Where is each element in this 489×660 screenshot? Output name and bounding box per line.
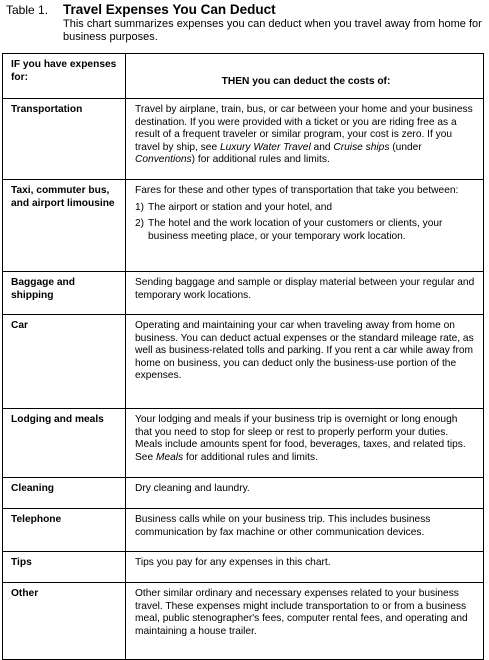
row-description <box>126 180 484 272</box>
row-label: Lodging and meals <box>3 409 126 478</box>
desc-text: Your lodging and meals if your business trip is overnight or long enough that you need to stop for sleep or rest to properly perform your duties. Meals include amounts spent for food, beverages, taxes, and related tips. See <box>135 414 466 463</box>
table-row-other <box>3 583 484 660</box>
header-expense-type: IF you have expenses for: <box>3 54 126 99</box>
row-description: Business calls while on your business trip. This includes business communication by fax machine or other communication devices. <box>126 509 484 552</box>
desc-intro: Fares for these and other types of transportation that take you between: <box>135 185 459 196</box>
header-deductible-costs-text: THEN you can deduct the costs of: <box>221 75 391 87</box>
desc-text: and <box>310 141 334 153</box>
row-description: Operating and maintaining your car when traveling away from home on business. You can deduct actual expenses or the standard mileage rate, as well as business-related tolls and parking. If you rent a car while away from home on business, you can deduct only the business-use portion of the expenses. <box>126 315 484 409</box>
numbered-item <box>135 218 477 243</box>
header-deductible-costs <box>126 54 484 99</box>
desc-italic-ref: Meals <box>155 451 184 463</box>
table-caption <box>6 2 484 44</box>
travel-expenses-table <box>2 53 484 660</box>
row-label: Transportation <box>3 99 126 180</box>
desc-text: ) for additional rules and limits. <box>191 154 330 166</box>
numbered-item <box>135 202 477 215</box>
desc-text: (under <box>389 141 422 153</box>
row-label: Baggage and shipping <box>3 272 126 315</box>
desc-italic-ref: Cruise ships <box>333 141 390 153</box>
table-summary: This chart summarizes expenses you can deduct when you travel away from home for business purposes. <box>63 18 482 43</box>
row-description: Dry cleaning and laundry. <box>126 478 484 509</box>
table-row-taxi <box>3 180 484 272</box>
table-row-tips <box>3 552 484 583</box>
table-row-baggage <box>3 272 484 315</box>
table-row-lodging <box>3 409 484 478</box>
row-description <box>126 99 484 180</box>
row-label: Tips <box>3 552 126 583</box>
item-number: 2) <box>135 218 145 230</box>
row-description: Tips you pay for any expenses in this chart. <box>126 552 484 583</box>
table-row-car <box>3 315 484 409</box>
row-description <box>126 409 484 478</box>
row-label: Car <box>3 315 126 409</box>
row-label: Telephone <box>3 509 126 552</box>
table-row-transportation <box>3 99 484 180</box>
caption-heading <box>6 2 484 17</box>
row-label: Taxi, commuter bus, and airport limousine <box>3 180 126 272</box>
table-number: Table 1. <box>6 3 49 17</box>
table-header-row <box>3 54 484 99</box>
desc-italic-ref: Conventions <box>135 154 192 166</box>
item-text: The airport or station and your hotel, and <box>148 201 333 213</box>
row-label: Cleaning <box>3 478 126 509</box>
table-row-cleaning <box>3 478 484 509</box>
item-text: The hotel and the work location of your customers or clients, your business meeting place, or your temporary work location. <box>148 218 443 242</box>
desc-text: for additional rules and limits. <box>183 451 318 463</box>
table-row-telephone <box>3 509 484 552</box>
desc-text: Travel by airplane, train, bus, or car between your home and your business destination. If you were provided with a ticket or you are riding free as a result of a frequent traveler or similar program, your cost is zero. If you travel by ship, see <box>135 104 473 153</box>
row-description: Sending baggage and sample or display material between your regular and temporary work locations. <box>126 272 484 315</box>
table-title: Travel Expenses You Can Deduct <box>63 2 276 17</box>
row-description: Other similar ordinary and necessary expenses related to your business travel. These expenses might include transportation to or from a business meal, public stenographer's fees, computer rental fees, and operating and maintaining a house trailer. <box>126 583 484 660</box>
row-label: Other <box>3 583 126 660</box>
desc-italic-ref: Luxury Water Travel <box>219 141 311 153</box>
item-number: 1) <box>135 201 145 213</box>
